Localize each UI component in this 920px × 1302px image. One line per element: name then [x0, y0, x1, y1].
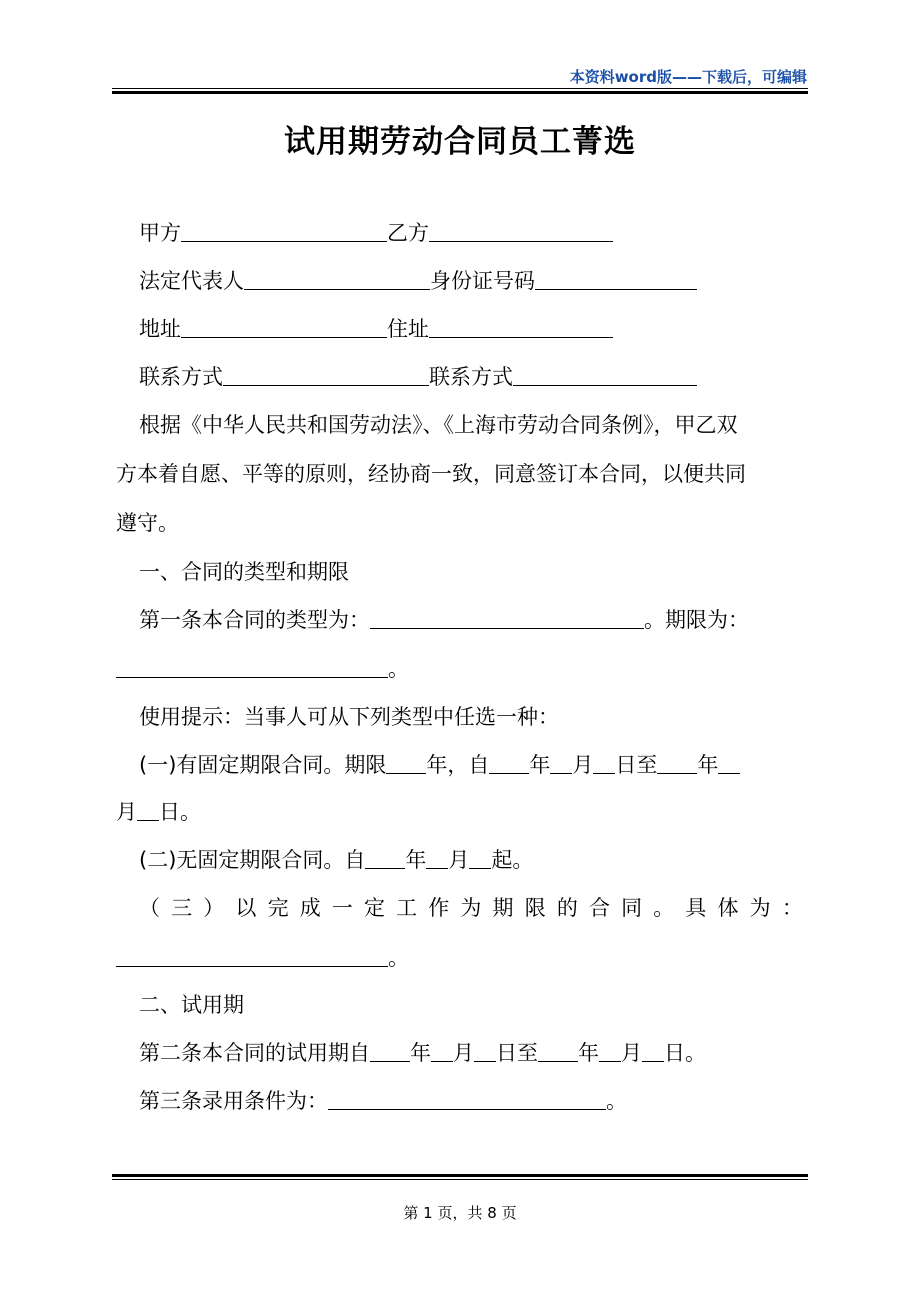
option-2-prefix: (二)无固定期限合同。自: [139, 848, 366, 872]
residence-blank: [429, 316, 613, 338]
preamble-line-2: 方本着自愿、平等的原则，经协商一致，同意签订本合同，以便共同: [116, 462, 746, 486]
unit-day: 日: [664, 1041, 685, 1065]
option-3-line: [139, 893, 803, 923]
contact-b-blank: [513, 364, 697, 386]
party-b-label: 乙方: [387, 221, 429, 245]
footer-rule-thin: [112, 1179, 808, 1180]
unit-day: 日: [159, 800, 180, 824]
option-3-char: 完: [267, 896, 289, 920]
option-3-char: ）: [203, 896, 225, 920]
blank: [642, 1040, 664, 1062]
blank: [426, 847, 448, 869]
footer-rule-thick: [112, 1174, 808, 1177]
id-number-blank: [535, 268, 697, 290]
unit-year: 年: [426, 753, 448, 777]
unit-year: 年: [405, 848, 427, 872]
article-3-line: [139, 1086, 829, 1116]
blank: [489, 752, 529, 774]
option-3-char: 。: [653, 896, 675, 920]
blank: [370, 1040, 410, 1062]
blank: [431, 1040, 453, 1062]
option-3-char: 具: [685, 896, 707, 920]
option-3-char: 限: [524, 896, 546, 920]
party-line-2: [139, 266, 829, 296]
option-3-char: 工: [396, 896, 418, 920]
blank: [474, 1040, 496, 1062]
party-line-4: [139, 362, 829, 392]
unit-year: 年: [697, 753, 719, 777]
header-note: 本资料word版——下载后，可编辑: [569, 68, 807, 86]
blank: [657, 752, 697, 774]
blank: [365, 847, 405, 869]
contact-a-label: 联系方式: [139, 365, 223, 389]
unit-month: 月: [572, 753, 594, 777]
unit-month: 月: [448, 848, 470, 872]
option-3-char: ：: [781, 896, 803, 920]
header-rule-thin: [112, 88, 808, 89]
section-2-heading: 二、试用期: [139, 993, 244, 1017]
blank: [718, 752, 740, 774]
option-1-prefix: (一)有固定期限合同。期限: [139, 753, 387, 777]
article-1-mid: 。期限为：: [644, 608, 749, 632]
option-3-char: 同: [621, 896, 643, 920]
option-3-char: 一: [331, 896, 353, 920]
unit-month: 月: [453, 1041, 474, 1065]
unit-year: 年: [578, 1041, 599, 1065]
party-b-blank: [429, 220, 613, 242]
address-label: 地址: [139, 317, 181, 341]
page-number: 第 1 页，共 8 页: [403, 1204, 517, 1222]
to-label: 至: [636, 753, 658, 777]
blank: [538, 1040, 578, 1062]
option-3-char: 期: [492, 896, 514, 920]
article-2-line: [139, 1038, 829, 1068]
option-3-end: 。: [388, 946, 409, 970]
id-number-label: 身份证号码: [430, 269, 535, 293]
usage-hint: 使用提示：当事人可从下列类型中任选一种：: [139, 705, 559, 729]
article-1-prefix: 第一条本合同的类型为：: [139, 608, 370, 632]
from-label: ，自: [447, 753, 490, 777]
contact-a-blank: [223, 364, 429, 386]
option-1-line-2: [116, 797, 806, 827]
residence-label: 住址: [387, 317, 429, 341]
article-1-line-2: [116, 654, 806, 684]
section-1-heading: 一、合同的类型和期限: [139, 560, 349, 584]
term-blank: [116, 656, 388, 678]
option-2-end: 起。: [491, 848, 534, 872]
blank: [386, 752, 426, 774]
article-3-prefix: 第三条录用条件为：: [139, 1089, 328, 1113]
unit-month: 月: [116, 800, 137, 824]
option-3-blank: [116, 945, 388, 967]
option-2-line: [139, 845, 829, 875]
blank: [137, 799, 159, 821]
unit-month: 月: [621, 1041, 642, 1065]
legal-rep-blank: [244, 268, 430, 290]
option-3-char: 三: [171, 896, 193, 920]
contract-type-blank: [370, 607, 644, 629]
option-1-end: 。: [180, 800, 201, 824]
option-1-line: [139, 750, 829, 780]
option-3-line-2: [116, 943, 806, 973]
unit-day: 日: [615, 753, 637, 777]
article-2-end: 。: [685, 1041, 706, 1065]
party-a-blank: [181, 220, 387, 242]
contact-b-label: 联系方式: [429, 365, 513, 389]
address-blank: [181, 316, 387, 338]
unit-year: 年: [410, 1041, 431, 1065]
to-label: 至: [517, 1041, 538, 1065]
option-3-char: 为: [460, 896, 482, 920]
blank: [593, 752, 615, 774]
option-3-char: 作: [428, 896, 450, 920]
legal-rep-label: 法定代表人: [139, 269, 244, 293]
article-1-end: 。: [388, 657, 409, 681]
option-3-char: 以: [235, 896, 257, 920]
hiring-conditions-blank: [328, 1088, 606, 1110]
article-3-end: 。: [606, 1089, 627, 1113]
party-a-label: 甲方: [139, 221, 181, 245]
preamble-line-3: 遵守。: [116, 511, 179, 535]
blank: [599, 1040, 621, 1062]
header-rule-thick: [112, 91, 808, 94]
unit-year: 年: [529, 753, 551, 777]
preamble-line-1: 根据《中华人民共和国劳动法》、《上海市劳动合同条例》，甲乙双: [139, 413, 738, 437]
document-title: 试用期劳动合同员工菁选: [284, 124, 636, 160]
option-3-char: 成: [299, 896, 321, 920]
option-3-char: （: [139, 896, 160, 920]
option-3-char: 定: [363, 896, 385, 920]
option-3-char: 的: [556, 896, 578, 920]
article-2-prefix: 第二条本合同的试用期自: [139, 1041, 370, 1065]
option-3-char: 体: [717, 896, 739, 920]
option-3-char: 为: [749, 896, 771, 920]
option-3-char: 合: [588, 896, 610, 920]
article-1-line: [139, 605, 829, 635]
blank: [469, 847, 491, 869]
party-line-3: [139, 314, 829, 344]
party-line-1: [139, 218, 829, 248]
unit-day: 日: [496, 1041, 517, 1065]
blank: [550, 752, 572, 774]
